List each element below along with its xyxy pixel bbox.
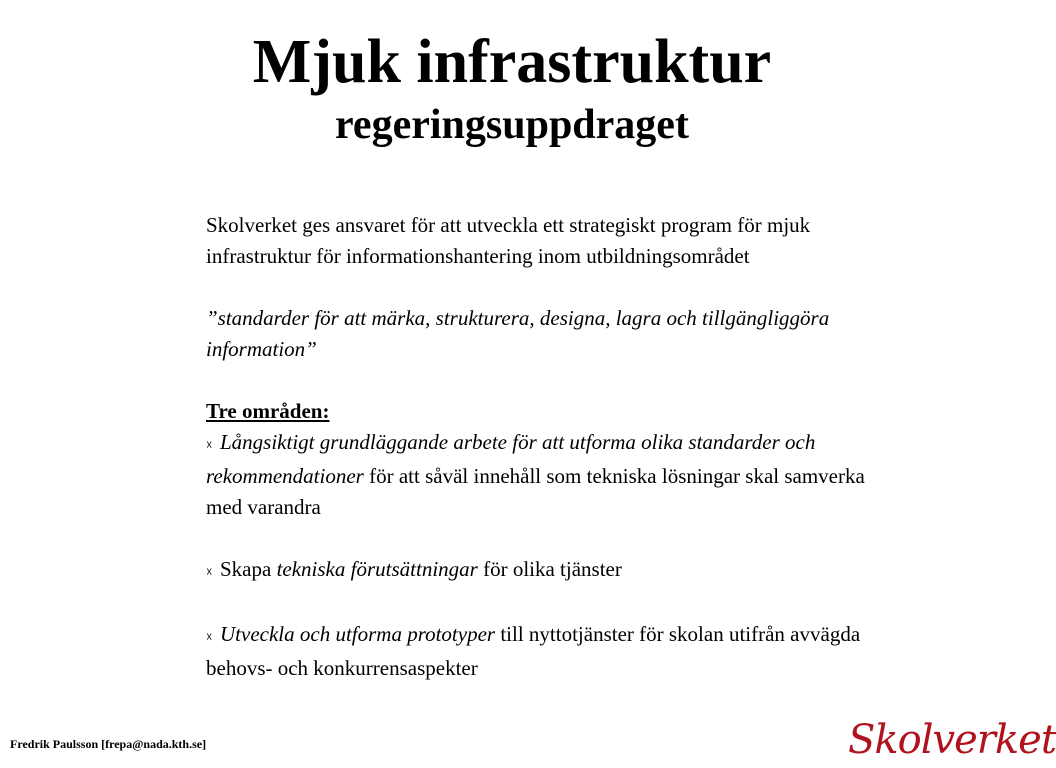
spacer (206, 588, 906, 619)
slide-body (206, 210, 906, 684)
bullet-text: för att såväl innehåll som tekniska lösningar skal samverka med varandra (206, 464, 865, 519)
bullet-text: till nyttotjänster för skolan utifrån avvägda behovs- och konkurrensaspekter (206, 622, 861, 680)
footer-author: Fredrik Paulsson [frepa@nada.kth.se] (10, 737, 207, 751)
x-bullet-icon: ☓ (206, 565, 213, 579)
bullet-item (206, 554, 906, 588)
areas-heading: Tre områden: (206, 399, 330, 423)
bullet-item (206, 619, 906, 684)
bullet-lead: Skapa (220, 557, 277, 581)
quote-text: ”standarder för att märka, strukturera, designa, lagra och tillgängliggöra information” (206, 306, 830, 361)
bullet-item (206, 427, 906, 523)
bullet-italic: Långsiktigt grundläggande arbete för att utforma olika standarder och rekommendationer (206, 430, 816, 488)
spacer (206, 523, 906, 554)
x-bullet-icon: ☓ (206, 630, 213, 644)
bullet-text: för olika tjänster (477, 557, 622, 581)
skolverket-logo: Skolverket (848, 717, 1056, 763)
spacer (206, 365, 906, 396)
slide-title: Mjuk infrastruktur (252, 28, 772, 96)
slide-subtitle: regeringsuppdraget (335, 102, 689, 148)
spacer (206, 272, 906, 303)
intro-paragraph: Skolverket ges ansvaret för att utveckla ett strategiskt program för mjuk infrastruktur för informationshantering inom utbildningsområdet (206, 213, 811, 268)
bullet-italic: Utveckla och utforma prototyper (220, 622, 496, 646)
bullet-italic: tekniska förutsättningar (276, 557, 478, 581)
quote-paragraph (206, 303, 906, 365)
x-bullet-icon: ☓ (206, 438, 213, 452)
